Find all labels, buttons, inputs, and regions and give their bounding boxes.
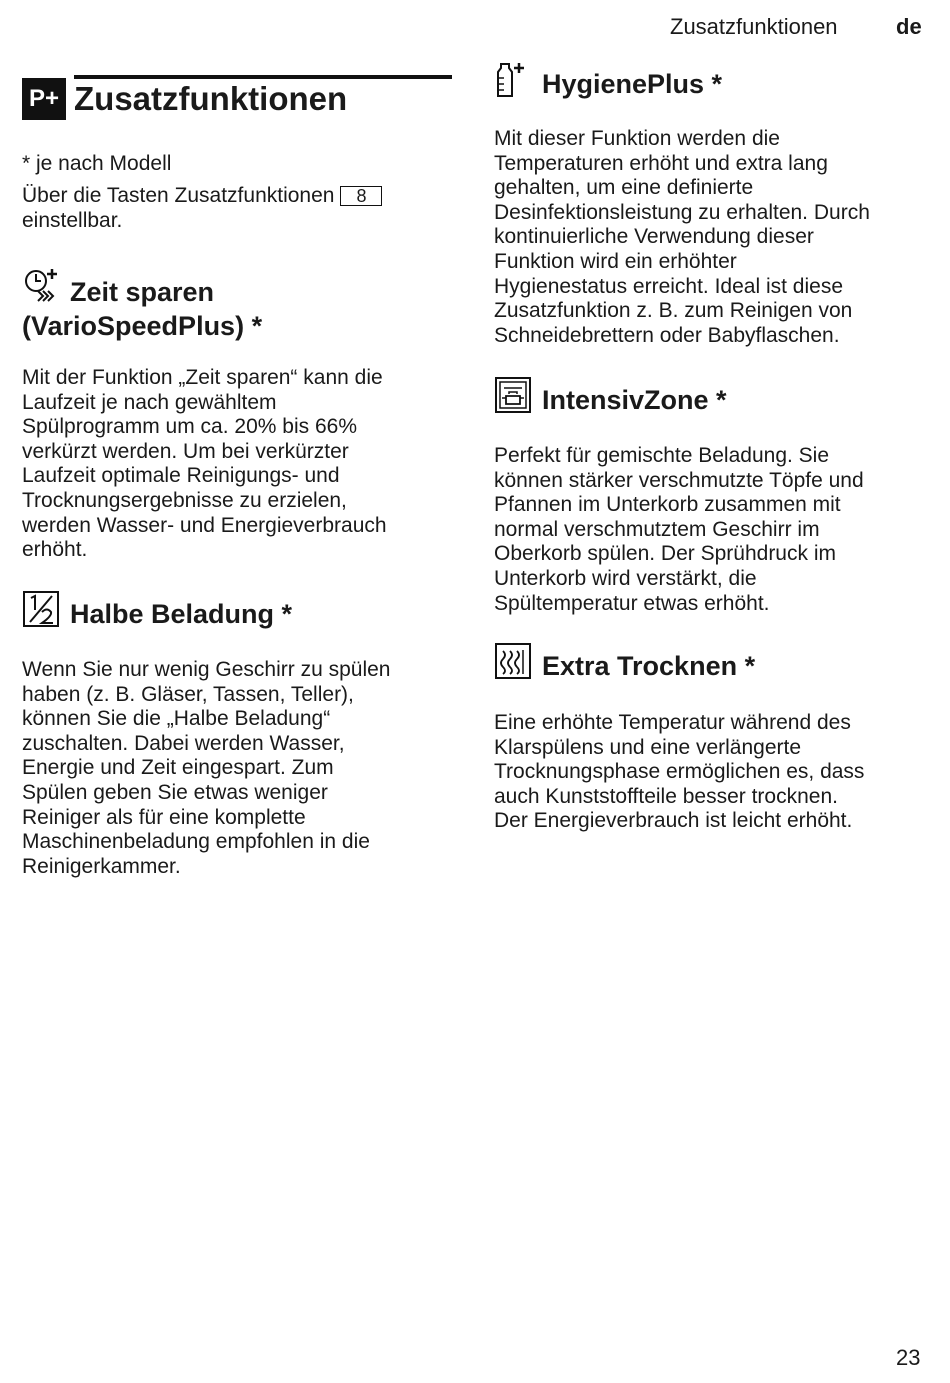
text-line: gehalten, um eine definierte — [494, 176, 754, 200]
section-title-line2: (VarioSpeedPlus) * — [22, 311, 263, 341]
half-load-icon — [22, 590, 62, 630]
section-body-halbe-beladung — [22, 658, 452, 879]
section-title: IntensivZone * — [542, 385, 727, 415]
text-line: Zusatzfunktion z. B. zum Reinigen von — [494, 299, 853, 323]
section-heading-extra-trocknen — [494, 642, 755, 682]
text-line: Temperaturen erhöht und extra lang — [494, 151, 828, 175]
text-line: können stärker verschmutzte Töpfe und — [494, 468, 864, 492]
text-line: erhöht. — [22, 538, 88, 562]
text-line: Mit dieser Funktion werden die — [494, 127, 780, 150]
section-title-line1: Zeit sparen — [70, 277, 215, 307]
text-line: Desinfektionsleistung zu erhalten. Durch — [494, 200, 870, 224]
intensive-zone-icon — [494, 376, 534, 416]
text-line: Klarspülens und eine verlängerte — [494, 735, 802, 759]
text-line: Spülprogramm um ca. 20% bis 66% — [22, 415, 357, 439]
language-code: de — [896, 14, 922, 39]
text-line: Maschinenbeladung empfohlen in die — [22, 830, 370, 854]
intro-paragraph — [22, 184, 442, 233]
clock-fast-icon — [22, 266, 62, 306]
text-line: Reinigerkammer. — [22, 854, 181, 878]
key-number-box: 8 — [340, 186, 382, 206]
text-line: Laufzeit optimale Reinigungs- und — [22, 464, 340, 488]
section-body-extra-trocknen — [494, 711, 924, 834]
text-line: Trocknungsergebnisse zu erzielen, — [22, 488, 347, 512]
section-title: HygienePlus * — [542, 69, 723, 99]
text-line: können Sie die „Halbe Beladung“ — [22, 707, 331, 731]
model-note: * je nach Modell — [22, 152, 172, 175]
text-line: haben (z. B. Gläser, Tassen, Teller), — [22, 682, 354, 706]
bottle-plus-icon — [494, 60, 534, 100]
section-heading-zeit-sparen — [22, 266, 214, 308]
page-title: Zusatzfunktionen — [74, 80, 348, 117]
section-title: Halbe Beladung * — [70, 599, 293, 629]
text-line: kontinuierliche Verwendung dieser — [494, 225, 814, 249]
text-line: Energie und Zeit eingespart. Zum — [22, 756, 334, 780]
section-heading-hygieneplus — [494, 60, 722, 100]
section-title: Extra Trocknen * — [542, 651, 756, 681]
text-line: Hygienestatus erreicht. Ideal ist diese — [494, 274, 844, 298]
text-line: Spültemperatur etwas erhöht. — [494, 591, 770, 615]
text-line: zuschalten. Dabei werden Wasser, — [22, 731, 345, 755]
main-heading — [22, 78, 347, 120]
running-header-section: Zusatzfunktionen — [670, 14, 838, 39]
text-line: Pfannen im Unterkorb zusammen mit — [494, 493, 841, 517]
section-body-intensivzone — [494, 444, 924, 616]
section-body-zeit-sparen — [22, 366, 452, 563]
section-heading-halbe-beladung — [22, 590, 292, 630]
text-line: Wenn Sie nur wenig Geschirr zu spülen — [22, 658, 391, 681]
text-line: Laufzeit je nach gewähltem — [22, 390, 277, 414]
text-line: Trocknungsphase ermöglichen es, dass — [494, 760, 865, 784]
extra-dry-icon — [494, 642, 534, 682]
text-line: auch Kunststoffteile besser trocknen. — [494, 784, 838, 808]
text-line: Reiniger als für eine komplette — [22, 805, 306, 829]
text-line: normal verschmutztem Geschirr im — [494, 517, 820, 541]
section-title — [70, 266, 214, 308]
intro-text: Über die Tasten Zusatzfunktionen — [22, 184, 335, 207]
text-line: verkürzt werden. Um bei verkürzter — [22, 439, 349, 463]
text-line: werden Wasser- und Energieverbrauch — [22, 513, 387, 537]
text-line: Perfekt für gemischte Beladung. Sie — [494, 444, 830, 467]
text-line: Spülen geben Sie etwas weniger — [22, 780, 328, 804]
text-line: Unterkorb wird verstärkt, die — [494, 566, 757, 590]
text-line: Eine erhöhte Temperatur während des — [494, 711, 851, 734]
text-line: Der Energieverbrauch ist leicht erhöht. — [494, 809, 853, 833]
section-body-hygieneplus — [494, 127, 924, 348]
page-number: 23 — [896, 1345, 921, 1370]
intro-suffix: einstellbar. — [22, 208, 123, 232]
p-plus-icon: P+ — [22, 78, 66, 120]
text-line: Schneidebrettern oder Babyflaschen. — [494, 323, 840, 347]
text-line: Oberkorb spülen. Der Sprühdruck im — [494, 542, 836, 566]
section-heading-intensivzone — [494, 376, 727, 416]
text-line: Funktion wird ein erhöhter — [494, 249, 737, 273]
text-line: Mit der Funktion „Zeit sparen“ kann die — [22, 366, 383, 389]
